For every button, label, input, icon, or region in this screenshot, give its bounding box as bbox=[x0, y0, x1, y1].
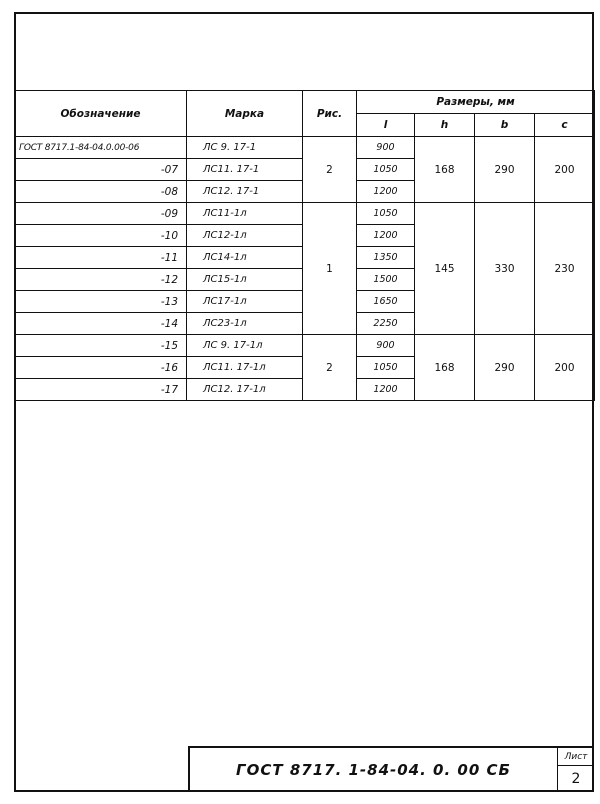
table-row bbox=[15, 335, 595, 357]
specification-table bbox=[14, 90, 595, 401]
b-cell: 290 bbox=[475, 335, 535, 401]
designation-cell: -09 bbox=[15, 203, 187, 225]
length-cell: 1200 bbox=[357, 225, 415, 247]
mark-cell: ЛС 9. 17-1 bbox=[187, 137, 303, 159]
length-cell: 2250 bbox=[357, 313, 415, 335]
designation-cell: -10 bbox=[15, 225, 187, 247]
mark-cell: ЛС12-1л bbox=[187, 225, 303, 247]
b-cell: 330 bbox=[475, 203, 535, 335]
figure-cell: 2 bbox=[303, 335, 357, 401]
table-row bbox=[15, 137, 595, 159]
mark-cell: ЛС23-1л bbox=[187, 313, 303, 335]
length-cell: 900 bbox=[357, 335, 415, 357]
sheet-label: Лист bbox=[558, 748, 594, 766]
mark-cell: ЛС11-1л bbox=[187, 203, 303, 225]
sheet-number: 2 bbox=[571, 771, 581, 787]
h-cell: 145 bbox=[415, 203, 475, 335]
h-cell: 168 bbox=[415, 137, 475, 203]
c-cell: 230 bbox=[535, 203, 595, 335]
designation-cell: -12 bbox=[15, 269, 187, 291]
figure-cell: 2 bbox=[303, 137, 357, 203]
mark-cell: ЛС 9. 17-1л bbox=[187, 335, 303, 357]
figure-cell: 1 bbox=[303, 203, 357, 335]
length-cell: 1500 bbox=[357, 269, 415, 291]
mark-cell: ЛС14-1л bbox=[187, 247, 303, 269]
length-cell: 900 bbox=[357, 137, 415, 159]
c-cell: 200 bbox=[535, 137, 595, 203]
header-l: l bbox=[357, 114, 415, 137]
b-cell: 290 bbox=[475, 137, 535, 203]
designation-cell: -17 bbox=[15, 379, 187, 401]
header-h: h bbox=[415, 114, 475, 137]
mark-cell: ЛС11. 17-1 bbox=[187, 159, 303, 181]
header-mark: Марка bbox=[187, 91, 303, 137]
header-figure: Рис. bbox=[303, 91, 357, 137]
length-cell: 1200 bbox=[357, 379, 415, 401]
length-cell: 1650 bbox=[357, 291, 415, 313]
designation-cell: -16 bbox=[15, 357, 187, 379]
c-cell: 200 bbox=[535, 335, 595, 401]
header-designation: Обозначение bbox=[15, 91, 187, 137]
designation-cell: -15 bbox=[15, 335, 187, 357]
header-dimensions: Размеры, мм bbox=[357, 91, 595, 114]
designation-cell: -11 bbox=[15, 247, 187, 269]
mark-cell: ЛС15-1л bbox=[187, 269, 303, 291]
mark-cell: ЛС12. 17-1 bbox=[187, 181, 303, 203]
h-cell: 168 bbox=[415, 335, 475, 401]
designation-cell: ГОСТ 8717.1-84-04.0.00-06 bbox=[15, 137, 187, 159]
header-c: c bbox=[535, 114, 595, 137]
length-cell: 1050 bbox=[357, 203, 415, 225]
designation-cell: -08 bbox=[15, 181, 187, 203]
document-code: ГОСТ 8717. 1-84-04. 0. 00 СБ bbox=[190, 748, 558, 792]
length-cell: 1200 bbox=[357, 181, 415, 203]
mark-cell: ЛС12. 17-1л bbox=[187, 379, 303, 401]
header-b: b bbox=[475, 114, 535, 137]
table-row bbox=[15, 203, 595, 225]
designation-cell: -07 bbox=[15, 159, 187, 181]
mark-cell: ЛС11. 17-1л bbox=[187, 357, 303, 379]
mark-cell: ЛС17-1л bbox=[187, 291, 303, 313]
length-cell: 1050 bbox=[357, 357, 415, 379]
designation-cell: -14 bbox=[15, 313, 187, 335]
title-block bbox=[188, 746, 594, 792]
length-cell: 1350 bbox=[357, 247, 415, 269]
designation-cell: -13 bbox=[15, 291, 187, 313]
length-cell: 1050 bbox=[357, 159, 415, 181]
